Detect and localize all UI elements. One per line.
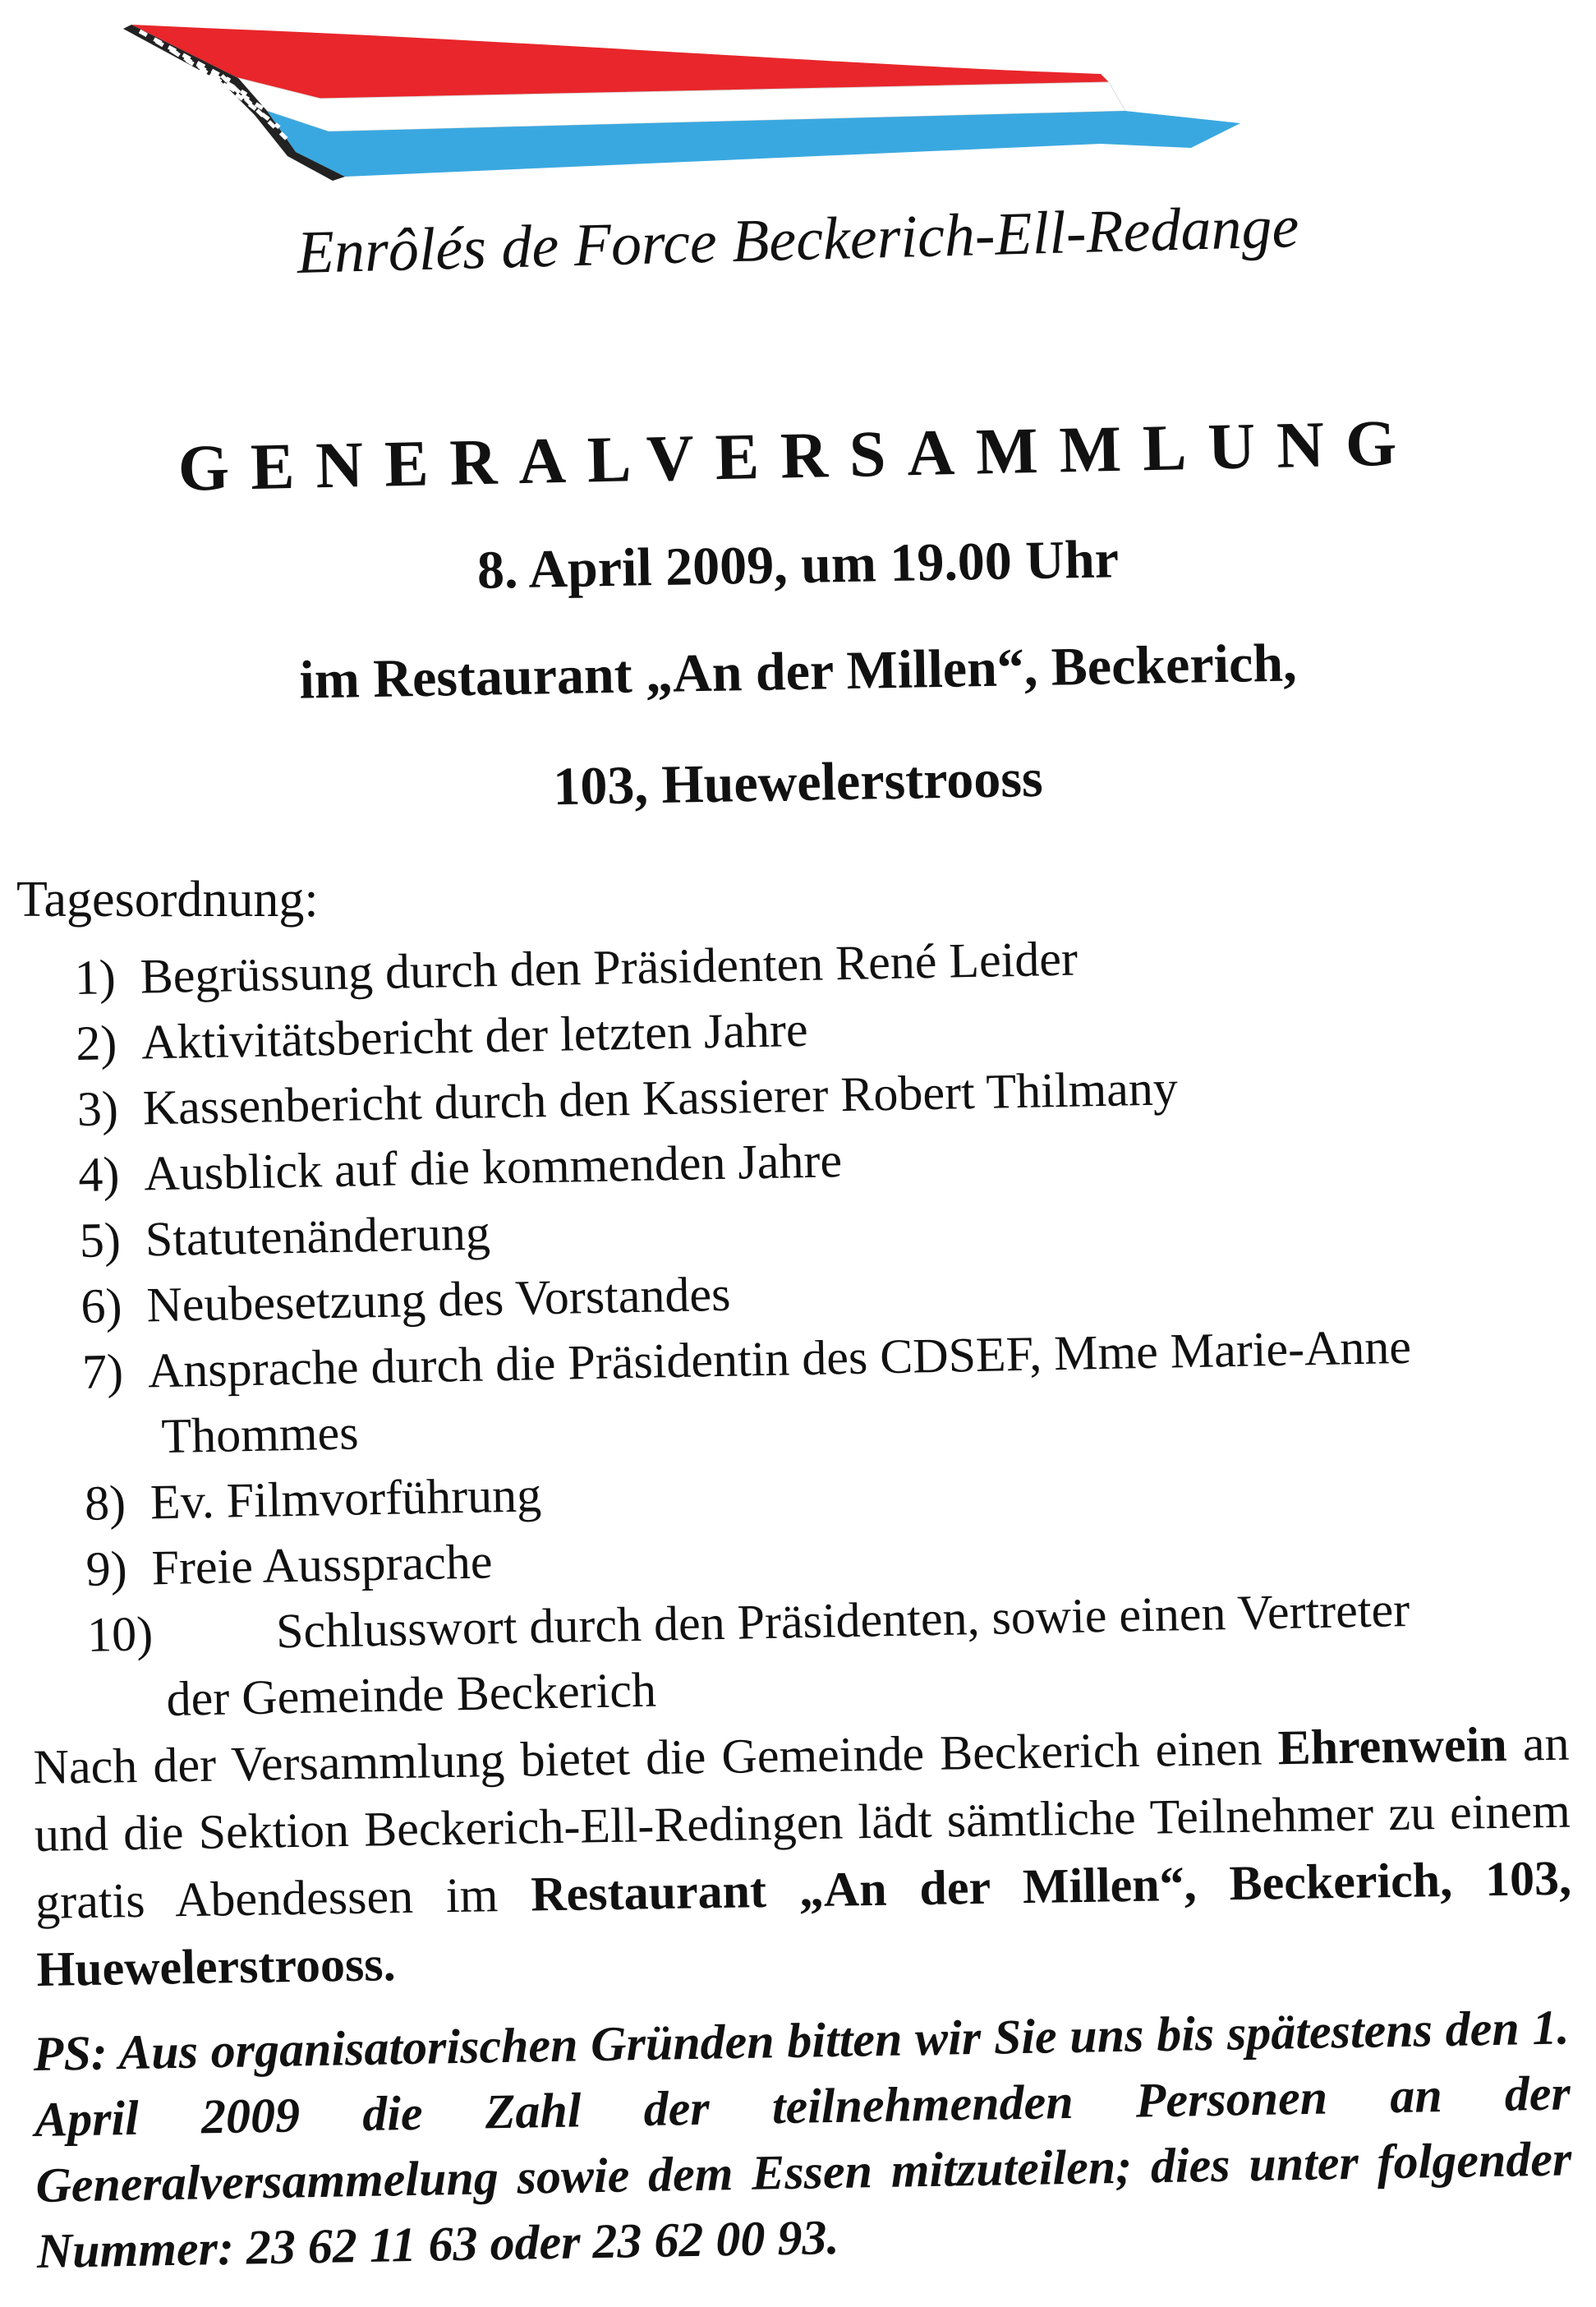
event-date: 8. April 2009, um 19.00 Uhr bbox=[476, 529, 1120, 601]
item-text: Ev. Filmvorführung bbox=[149, 1467, 542, 1530]
item-number: 7) bbox=[81, 1343, 124, 1399]
invitation-text: Nach der Versammlung bietet die Gemeinde Beckerich einen bbox=[33, 1720, 1263, 1794]
luxembourg-flag-banner bbox=[123, 16, 1240, 181]
item-text: Statutenänderung bbox=[145, 1205, 491, 1267]
dinner-invitation bbox=[33, 1710, 1573, 2003]
item-text: Neubesetzung des Vorstandes bbox=[145, 1266, 731, 1333]
agenda-list bbox=[74, 916, 1584, 1734]
event-place: im Restaurant „An der Millen“, Beckerich, bbox=[298, 633, 1298, 711]
item-number: 4) bbox=[77, 1146, 120, 1202]
invitation-bold: Ehrenwein bbox=[1277, 1716, 1508, 1775]
invitation-bold: Restaurant „An der Millen“, Beckerich, 103, Huewelerstrooss. bbox=[35, 1850, 1572, 1996]
item-continuation: der Gemeinde Beckerich bbox=[166, 1662, 657, 1727]
organization-name: Enrôlés de Force Beckerich-Ell-Redange bbox=[296, 193, 1300, 287]
item-number: 9) bbox=[85, 1540, 128, 1596]
item-number: 3) bbox=[76, 1081, 119, 1136]
item-number: 6) bbox=[80, 1278, 123, 1333]
item-text: Aktivitätsbericht der letzten Jahre bbox=[140, 1002, 809, 1070]
item-number: 5) bbox=[79, 1212, 122, 1268]
item-text: Begrüssung durch den Präsidenten René Leider bbox=[140, 931, 1079, 1004]
postscript: PS: Aus organisatorischen Gründen bitten wir Sie uns bis spätestens den 1. April 2009 die Zahl der teilnehmenden Personen an der Generalversammelung sowie dem Essen mitzuteilen; dies unter folgender Nummer: 23 62 11 63 oder 23 62 00 93. bbox=[33, 2000, 1572, 2278]
page-title: GENERALVERSAMMLUNG bbox=[177, 407, 1419, 505]
invitation-text: an und die Sektion Beckerich-Ell-Redingen lädt sämtliche Teilnehmer zu einem gratis Abendessen im bbox=[34, 1715, 1571, 1929]
agenda-heading: Tagesordnung: bbox=[16, 872, 319, 928]
item-text: Schlusswort durch den Präsidenten, sowie einen Vertreter bbox=[275, 1582, 1410, 1659]
item-text: Ansprache durch die Präsidentin des CDSEF, Mme Marie-Anne bbox=[147, 1319, 1412, 1398]
item-text: Kassenbericht durch den Kassierer Robert Thilmany bbox=[142, 1061, 1179, 1135]
item-number: 8) bbox=[84, 1475, 126, 1531]
item-text: Ausblick auf die kommenden Jahre bbox=[143, 1133, 843, 1201]
item-number: 2) bbox=[75, 1015, 117, 1071]
item-continuation: Thommes bbox=[160, 1405, 360, 1464]
event-address: 103, Huewelerstrooss bbox=[552, 748, 1044, 817]
item-number: 10) bbox=[86, 1606, 154, 1662]
item-text: Freie Aussprache bbox=[150, 1534, 494, 1596]
item-number: 1) bbox=[74, 950, 117, 1005]
